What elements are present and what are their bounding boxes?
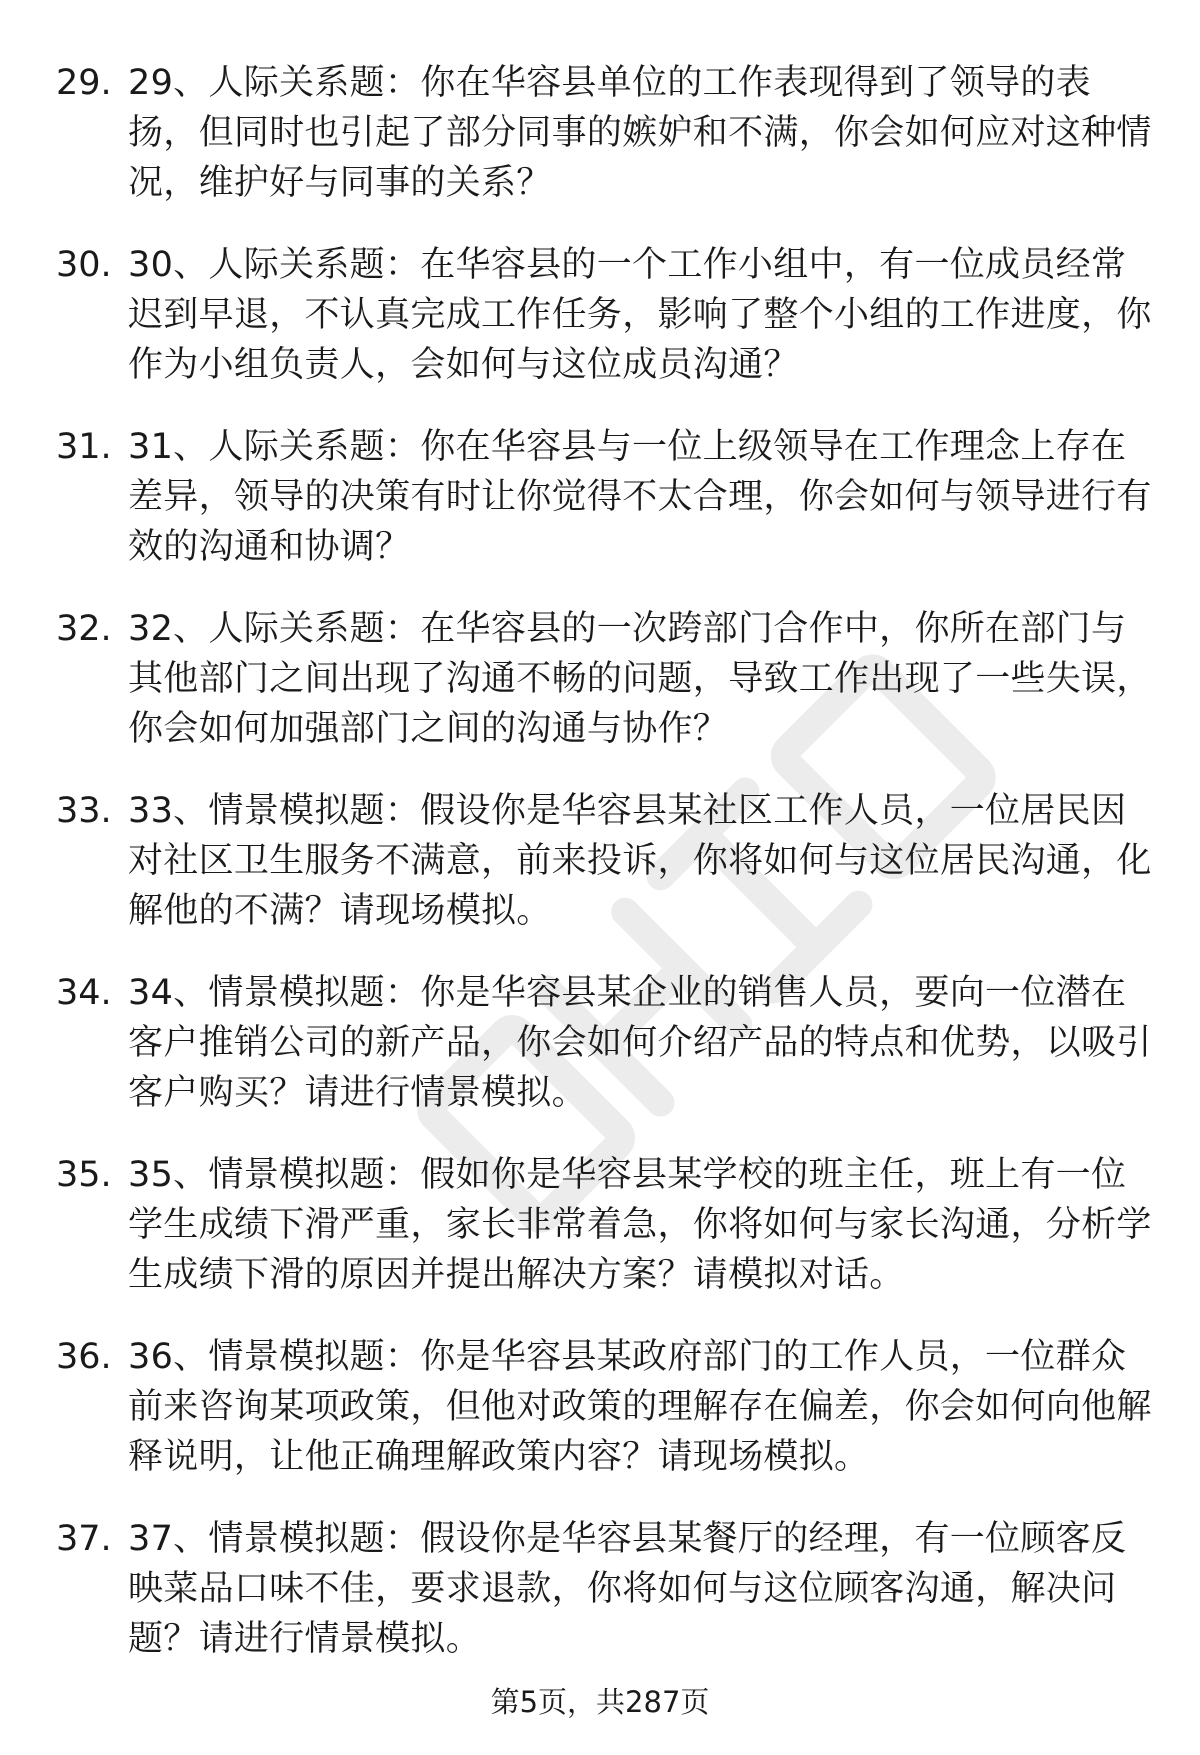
question-number: 33. [56, 791, 112, 831]
question-number: 31. [56, 427, 112, 467]
question-number: 32. [56, 609, 112, 649]
page-footer: 第5页，共287页 [490, 1685, 710, 1719]
question-number: 29. [56, 63, 112, 103]
question-text: 33、情景模拟题：假设你是华容县某社区工作人员，一位居民因对社区卫生服务不满意，前来投诉，你将如何与这位居民沟通，化解他的不满？请现场模拟。 [128, 791, 1152, 931]
question-number: 35. [56, 1155, 112, 1195]
list-item [56, 240, 1156, 390]
list-item [56, 968, 1156, 1118]
question-text: 37、情景模拟题：假设你是华容县某餐厅的经理，有一位顾客反映菜品口味不佳，要求退款，你将如何与这位顾客沟通，解决问题？请进行情景模拟。 [128, 1519, 1127, 1659]
question-number: 30. [56, 245, 112, 285]
question-list [56, 58, 1156, 1696]
list-item [56, 58, 1156, 208]
question-text: 35、情景模拟题：假如你是华容县某学校的班主任，班上有一位学生成绩下滑严重，家长非常着急，你将如何与家长沟通，分析学生成绩下滑的原因并提出解决方案？请模拟对话。 [128, 1155, 1152, 1295]
question-text: 32、人际关系题：在华容县的一次跨部门合作中，你所在部门与其他部门之间出现了沟通不畅的问题，导致工作出现了一些失误，你会如何加强部门之间的沟通与协作？ [128, 609, 1152, 749]
question-text: 34、情景模拟题：你是华容县某企业的销售人员，要向一位潜在客户推销公司的新产品，你会如何介绍产品的特点和优势，以吸引客户购买？请进行情景模拟。 [128, 973, 1152, 1113]
question-text: 30、人际关系题：在华容县的一个工作小组中，有一位成员经常迟到早退，不认真完成工作任务，影响了整个小组的工作进度，你作为小组负责人，会如何与这位成员沟通？ [128, 245, 1152, 385]
question-number: 34. [56, 973, 112, 1013]
list-item [56, 1150, 1156, 1300]
question-number: 36. [56, 1337, 112, 1377]
list-item [56, 786, 1156, 936]
question-number: 37. [56, 1519, 112, 1559]
list-item [56, 604, 1156, 754]
list-item [56, 1514, 1156, 1664]
list-item [56, 1332, 1156, 1482]
question-text: 29、人际关系题：你在华容县单位的工作表现得到了领导的表扬，但同时也引起了部分同事的嫉妒和不满，你会如何应对这种情况，维护好与同事的关系？ [128, 63, 1152, 203]
question-text: 36、情景模拟题：你是华容县某政府部门的工作人员，一位群众前来咨询某项政策，但他对政策的理解存在偏差，你会如何向他解释说明，让他正确理解政策内容？请现场模拟。 [128, 1337, 1152, 1477]
list-item [56, 422, 1156, 572]
question-text: 31、人际关系题：你在华容县与一位上级领导在工作理念上存在差异，领导的决策有时让你觉得不太合理，你会如何与领导进行有效的沟通和协调？ [128, 427, 1152, 567]
